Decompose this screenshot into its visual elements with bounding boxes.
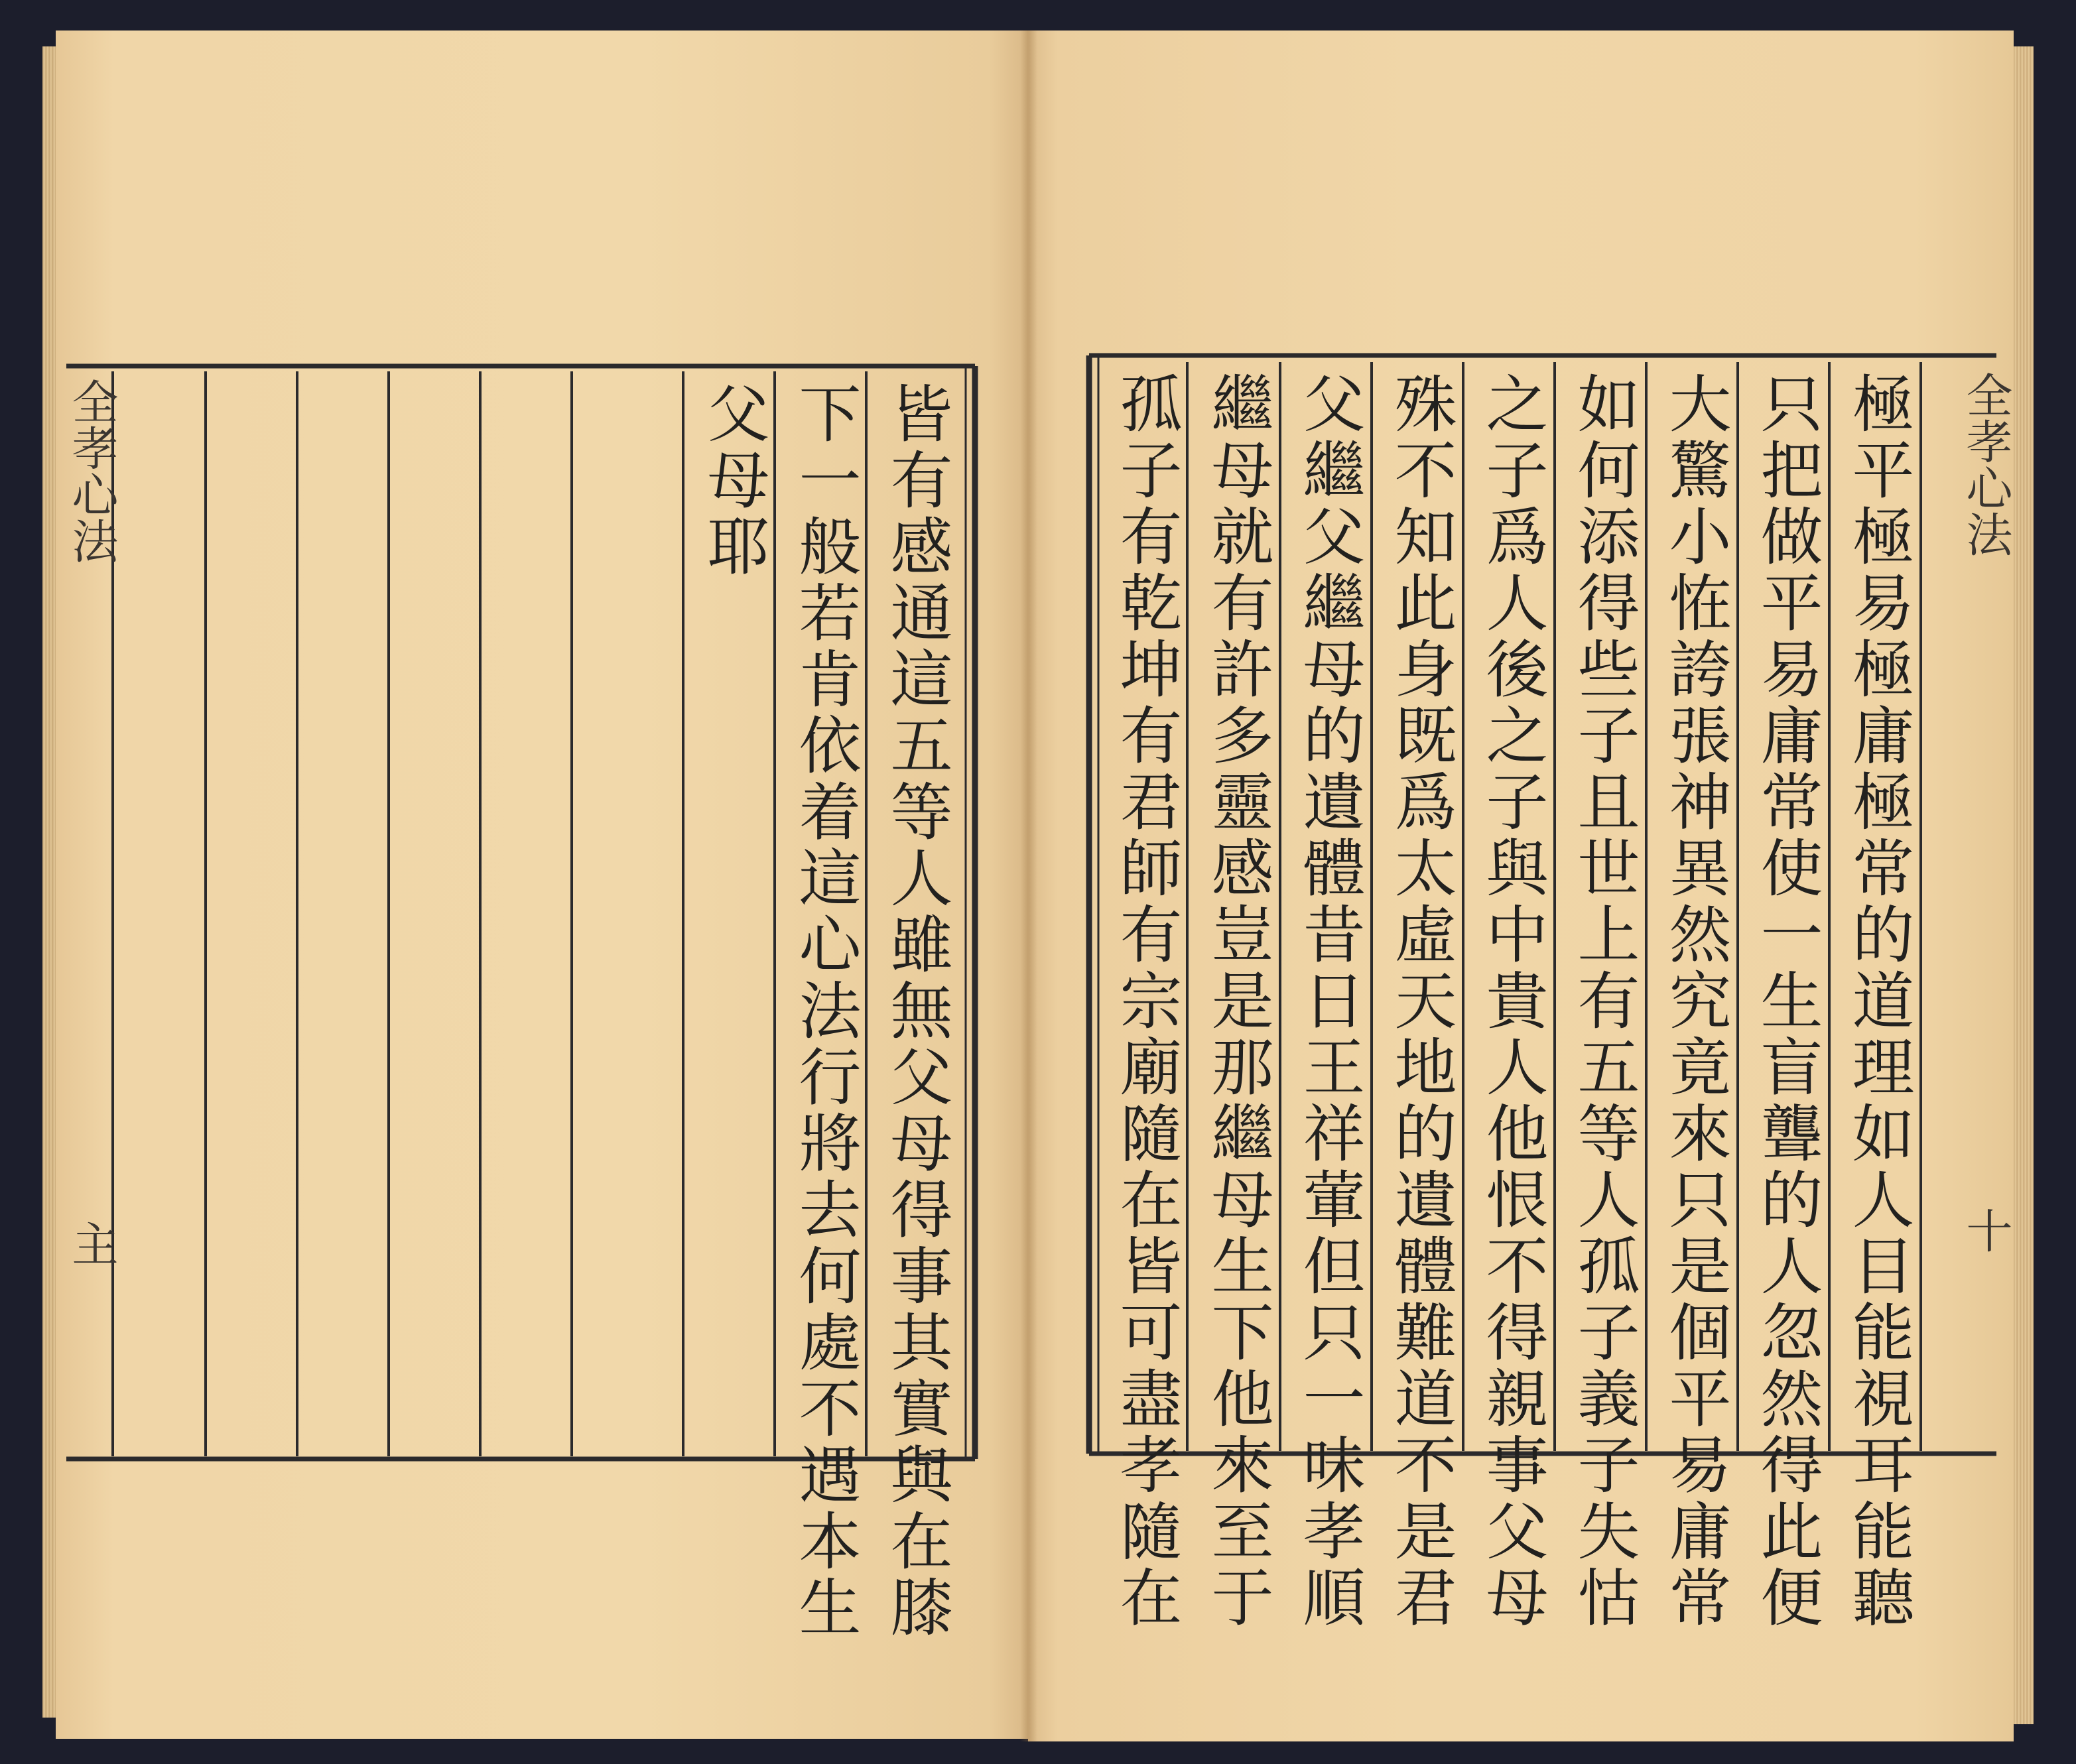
right-column-4: 如何添得些子且世上有五等人孤子義子失怙	[1567, 371, 1639, 1631]
right-column-2: 只把做平易庸常使一生盲聾的人忽然得此便	[1750, 371, 1822, 1631]
right-column-7: 父繼父繼母的遺體昔日王祥葷但只一味孝順	[1292, 371, 1364, 1631]
left-folio: 主	[64, 1220, 119, 1267]
right-column-5: 之子爲人後之子與中貴人他恨不得親事父母	[1475, 371, 1547, 1631]
right-column-6: 殊不知此身既爲太虛天地的遺體難道不是君	[1384, 371, 1456, 1631]
left-column-3: 父母耶	[696, 381, 769, 580]
left-column-1: 皆有感通這五等人雖無父母得事其實與在膝	[879, 381, 952, 1641]
left-column-2: 下一般若肯依着這心法行將去何處不遇本生	[788, 381, 860, 1641]
left-margin-title: 全孝心法	[64, 378, 119, 564]
right-folio: 十	[1959, 1207, 2013, 1253]
right-margin-title: 全孝心法	[1959, 371, 2013, 557]
right-column-9: 孤子有乾坤有君師有宗廟隨在皆可盡孝隨在	[1109, 371, 1181, 1631]
right-column-1: 極平極易極庸極常的道理如人目能視耳能聽	[1841, 371, 1914, 1631]
right-column-3: 大驚小恠誇張神異然究竟來只是個平易庸常	[1658, 371, 1730, 1631]
right-column-8: 繼母就有許多靈感豈是那繼母生下他來至于	[1200, 371, 1273, 1631]
